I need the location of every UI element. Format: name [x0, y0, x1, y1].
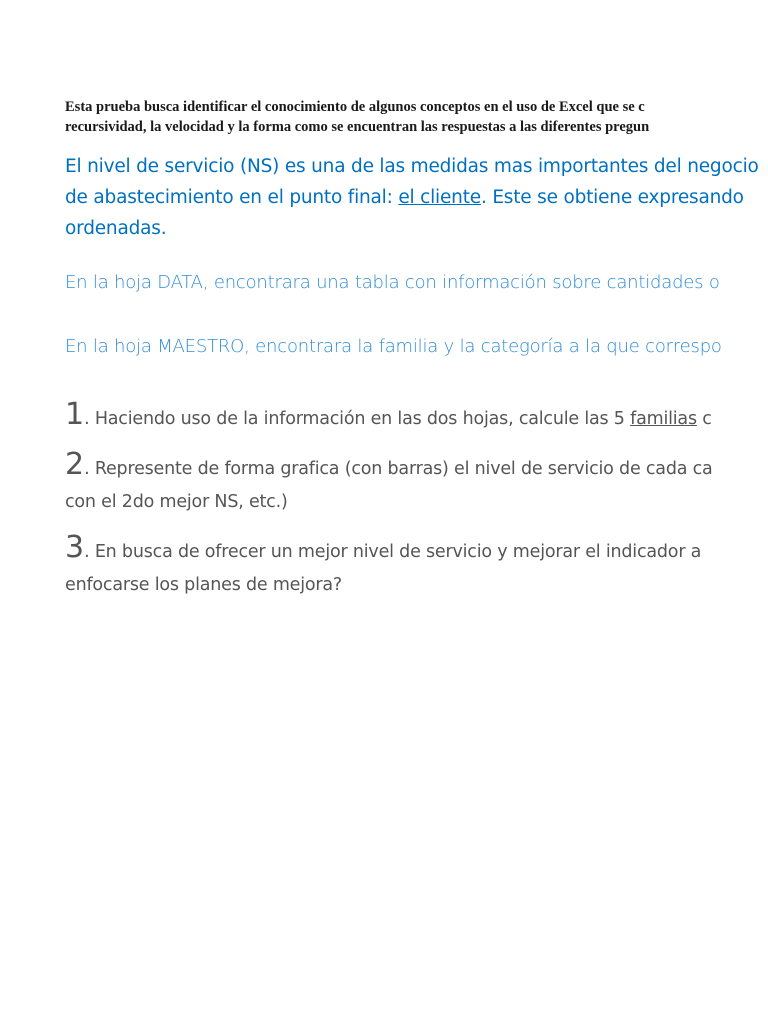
question-2-number: 2	[65, 447, 85, 482]
question-3-line-2: enfocarse los planes de mejora?	[65, 575, 343, 595]
question-2-line-2: con el 2do mejor NS, etc.)	[65, 492, 288, 512]
familias-underlined: familias	[630, 409, 697, 429]
service-level-paragraph	[65, 151, 768, 244]
question-2-text: . Represente de forma grafica (con barras) el nivel de servicio de cada ca	[84, 459, 713, 479]
intro-line-1: Esta prueba busca identificar el conocimiento de algunos conceptos en el uso de Excel que se c	[65, 99, 645, 115]
data-sheet-paragraph: En la hoja DATA, encontrara una tabla con información sobre cantidades o	[65, 272, 720, 293]
questions-list	[65, 398, 768, 602]
question-1-text-start: . Haciendo uso de la información en las dos hojas, calcule las 5	[84, 409, 631, 429]
ns-line-2-start: de abastecimiento en el punto final:	[65, 187, 399, 208]
question-1	[65, 398, 768, 436]
question-3-number: 3	[65, 530, 85, 565]
ns-line-3: ordenadas.	[65, 218, 167, 239]
question-3	[65, 531, 768, 602]
question-1-line-1	[65, 398, 768, 436]
question-1-number: 1	[65, 397, 85, 432]
ns-line-2	[65, 182, 768, 213]
el-cliente-link[interactable]: el cliente	[398, 187, 481, 208]
question-1-text-end: c	[696, 409, 712, 429]
question-3-line-1	[65, 531, 768, 569]
intro-line-2: recursividad, la velocidad y la forma como se encuentran las respuestas a las diferentes pregun	[65, 119, 650, 135]
intro-paragraph	[65, 97, 768, 137]
question-2	[65, 448, 768, 519]
maestro-sheet-paragraph: En la hoja MAESTRO, encontrara la familia y la categoría a la que correspo	[65, 336, 722, 357]
question-2-line-1	[65, 448, 768, 486]
ns-line-2-end: . Este se obtiene expresando	[480, 187, 744, 208]
document-page	[65, 97, 768, 614]
question-3-text: . En busca de ofrecer un mejor nivel de servicio y mejorar el indicador a	[84, 542, 702, 562]
ns-line-1: El nivel de servicio (NS) es una de las medidas mas importantes del negocio	[65, 156, 759, 177]
